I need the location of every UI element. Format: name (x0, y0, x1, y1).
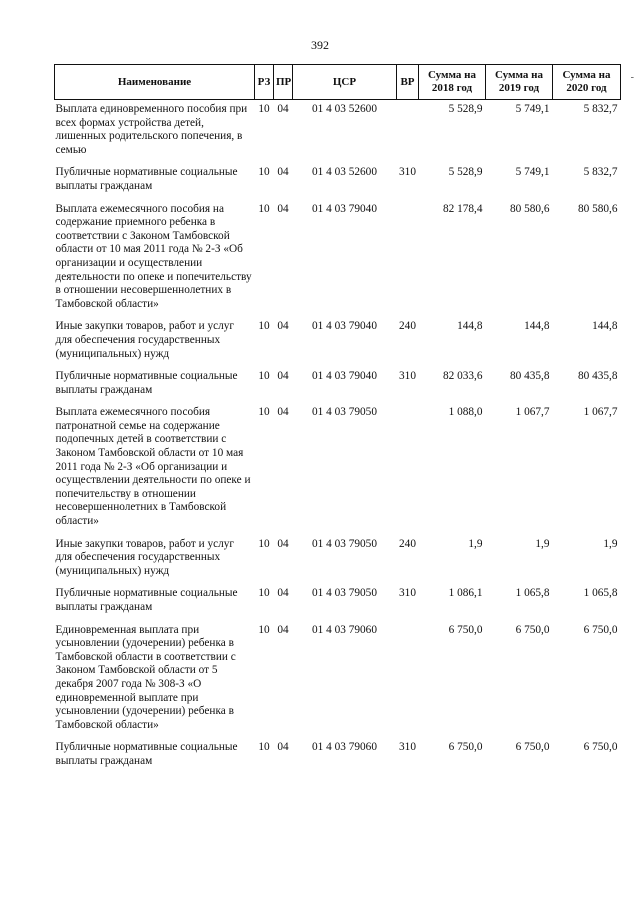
cell-rz: 10 (258, 587, 270, 600)
cell-pr: 04 (277, 166, 289, 179)
header-pr: ПР (274, 65, 293, 100)
cell-pr: 04 (277, 741, 289, 754)
cell-vr (397, 406, 419, 537)
table-row (55, 166, 621, 202)
cell-name: Публичные нормативные социальные выплаты гражданам (55, 587, 238, 613)
cell-csr: 01 4 03 52600 (312, 166, 377, 179)
cell-pr: 04 (277, 103, 289, 115)
header-2018: Сумма на 2018 год (419, 65, 486, 100)
cell-rz: 10 (258, 166, 270, 179)
cell-pr: 04 (277, 406, 289, 419)
cell-csr: 01 4 03 79050 (312, 406, 377, 419)
cell-name: Публичные нормативные социальные выплаты гражданам (55, 741, 238, 767)
cell-csr: 01 4 03 79040 (312, 202, 377, 215)
cell-vr (397, 100, 419, 167)
cell-name: Выплата ежемесячного пособия на содержание приемного ребенка в соответствии с Законом Тамбовской области от 10 мая 2011 года № 2-З «Об организации и осуществлении деятельности по опеке и попечительству в отношении несовершеннолетних в Тамбовской области» (55, 202, 252, 310)
table-row (55, 587, 621, 623)
budget-table (54, 64, 621, 778)
cell-2020: 1 067,7 (583, 406, 618, 419)
table-row (55, 100, 621, 167)
header-vr: ВР (397, 65, 419, 100)
cell-rz: 10 (258, 320, 270, 333)
cell-2018: 5 528,9 (448, 166, 483, 179)
cell-2020: 6 750,0 (583, 741, 618, 754)
cell-rz: 10 (258, 623, 270, 636)
table-row (55, 370, 621, 406)
cell-2018: 144,8 (457, 320, 483, 333)
cell-2019: 6 750,0 (515, 623, 550, 636)
cell-vr: 310 (399, 370, 416, 383)
margin-mark: - (630, 72, 634, 83)
cell-2019: 80 580,6 (509, 202, 550, 215)
cell-2020: 1,9 (603, 537, 618, 550)
cell-pr: 04 (277, 623, 289, 636)
table-row (55, 538, 621, 588)
cell-csr: 01 4 03 79060 (312, 741, 377, 754)
cell-2019: 1,9 (535, 537, 550, 550)
cell-pr: 04 (277, 587, 289, 600)
cell-name: Единовременная выплата при усыновлении (удочерении) ребенка в Тамбовской области в соответствии с Законом Тамбовской области от 5 декабря 2007 года № 308-З «О единовременной выплате при усыновлении (удочерении) ребенка в Тамбовской области» (55, 623, 236, 731)
page-number: 392 (311, 38, 329, 52)
cell-name: Иные закупки товаров, работ и услуг для обеспечения государственных (муниципальных) нужд (55, 537, 235, 577)
cell-2019: 144,8 (524, 320, 550, 333)
table-row (55, 741, 621, 777)
cell-pr: 04 (277, 202, 289, 215)
cell-2020: 80 580,6 (577, 202, 618, 215)
header-rz: РЗ (255, 65, 274, 100)
cell-vr: 310 (399, 741, 416, 754)
cell-vr (397, 203, 419, 321)
table-row (55, 320, 621, 370)
cell-2020: 6 750,0 (583, 623, 618, 636)
cell-csr: 01 4 03 79050 (312, 587, 377, 600)
cell-pr: 04 (277, 320, 289, 333)
cell-csr: 01 4 03 52600 (312, 103, 377, 115)
table-row (55, 406, 621, 537)
cell-vr (397, 624, 419, 742)
cell-rz: 10 (258, 103, 270, 115)
cell-vr: 310 (399, 166, 416, 179)
cell-2020: 144,8 (592, 320, 618, 333)
cell-2019: 80 435,8 (509, 370, 550, 383)
cell-rz: 10 (258, 741, 270, 754)
cell-2018: 1 086,1 (448, 587, 483, 600)
cell-rz: 10 (258, 537, 270, 550)
cell-rz: 10 (258, 370, 270, 383)
cell-name: Публичные нормативные социальные выплаты гражданам (55, 370, 238, 396)
cell-2019: 1 065,8 (515, 587, 550, 600)
table-row (55, 624, 621, 742)
cell-vr: 240 (399, 320, 416, 333)
table-row (55, 203, 621, 321)
cell-rz: 10 (258, 202, 270, 215)
cell-2018: 82 178,4 (442, 202, 483, 215)
cell-2018: 5 528,9 (448, 103, 483, 115)
cell-2018: 6 750,0 (448, 741, 483, 754)
table-header-row (55, 65, 621, 100)
cell-2020: 80 435,8 (577, 370, 618, 383)
cell-name: Публичные нормативные социальные выплаты гражданам (55, 166, 238, 192)
cell-2018: 1,9 (468, 537, 483, 550)
header-csr: ЦСР (293, 65, 397, 100)
header-2019: Сумма на 2019 год (486, 65, 553, 100)
cell-name: Иные закупки товаров, работ и услуг для обеспечения государственных (муниципальных) нужд (55, 320, 235, 360)
cell-2019: 5 749,1 (515, 103, 550, 115)
cell-vr: 310 (399, 587, 416, 600)
cell-2020: 5 832,7 (583, 103, 618, 115)
cell-2018: 82 033,6 (442, 370, 483, 383)
cell-2020: 1 065,8 (583, 587, 618, 600)
header-2020: Сумма на 2020 год (553, 65, 621, 100)
cell-2018: 6 750,0 (448, 623, 483, 636)
cell-csr: 01 4 03 79040 (312, 370, 377, 383)
cell-csr: 01 4 03 79050 (312, 537, 377, 550)
cell-2018: 1 088,0 (448, 406, 483, 419)
cell-rz: 10 (258, 406, 270, 419)
cell-2020: 5 832,7 (583, 166, 618, 179)
cell-2019: 5 749,1 (515, 166, 550, 179)
cell-name: Выплата единовременного пособия при всех формах устройства детей, лишенных родительского попечения, в семью (55, 103, 248, 156)
cell-pr: 04 (277, 370, 289, 383)
cell-csr: 01 4 03 79040 (312, 320, 377, 333)
cell-csr: 01 4 03 79060 (312, 623, 377, 636)
header-name: Наименование (55, 65, 255, 100)
cell-2019: 1 067,7 (515, 406, 550, 419)
cell-pr: 04 (277, 537, 289, 550)
cell-vr: 240 (399, 537, 416, 550)
cell-2019: 6 750,0 (515, 741, 550, 754)
cell-name: Выплата ежемесячного пособия патронатной семье на содержание подопечных детей в соответствии с Законом Тамбовской области от 10 мая 2011 года № 2-З «Об организации и осуществлении деятельности по опеке и попечительству в отношении несовершеннолетних в Тамбовской области» (55, 406, 251, 528)
